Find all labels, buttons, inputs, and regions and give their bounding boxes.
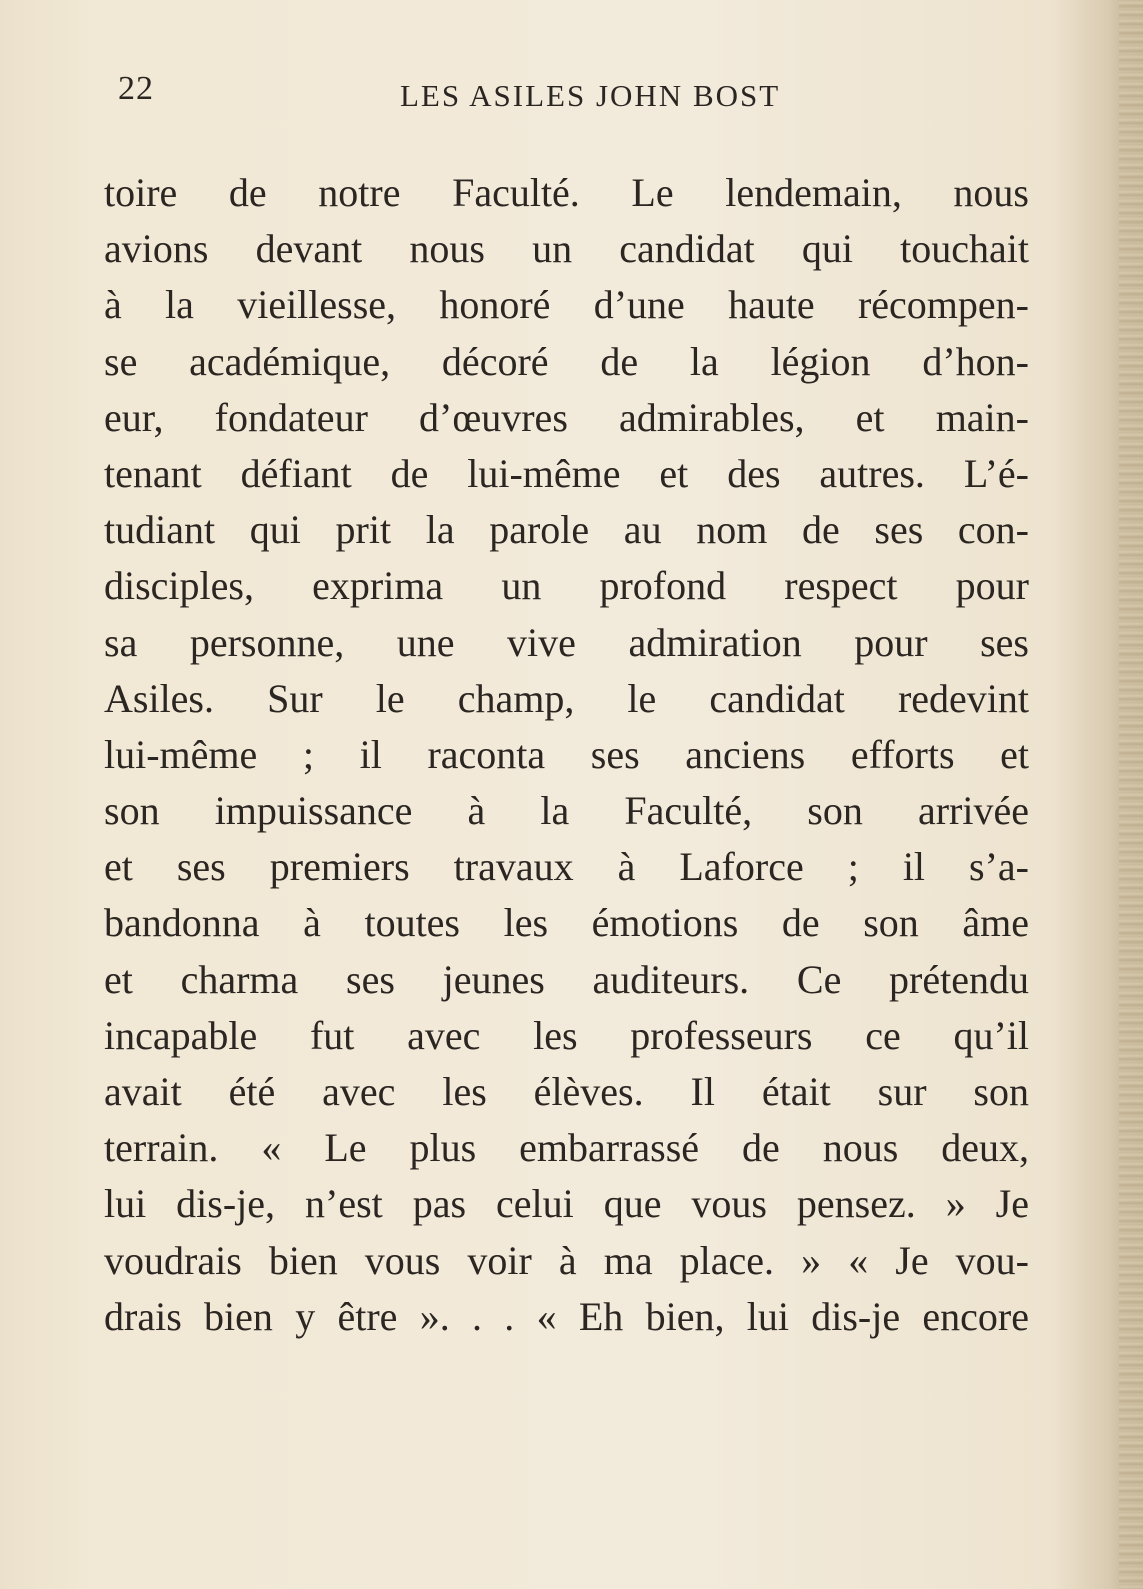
text-line: bandonna à toutes les émotions de son âme — [104, 900, 1029, 946]
text-line: eur, fondateur d’œuvres admirables, et main- — [104, 394, 1029, 440]
text-line: sa personne, une vive admiration pour ses — [104, 619, 1029, 665]
text-line: tenant défiant de lui-même et des autres. L’é- — [104, 450, 1029, 496]
page-header — [0, 70, 1143, 120]
text-line: toire de notre Faculté. Le lendemain, nous — [104, 170, 1029, 215]
body-text — [104, 165, 1029, 1345]
page-edge — [1119, 0, 1143, 1589]
text-line: tudiant qui prit la parole au nom de ses con- — [104, 507, 1029, 553]
text-line: terrain. « Le plus embarrassé de nous deux, — [104, 1125, 1029, 1171]
running-title: LES ASILES JOHN BOST — [400, 78, 781, 113]
text-line: disciples, exprima un profond respect pour — [104, 563, 1029, 609]
text-line: et charma ses jeunes auditeurs. Ce prétendu — [104, 956, 1029, 1002]
text-line: lui dis-je, n’est pas celui que vous pensez. » Je — [104, 1181, 1029, 1227]
page-number: 22 — [118, 70, 154, 107]
text-line: avait été avec les élèves. Il était sur son — [104, 1069, 1029, 1114]
text-line: lui-même ; il raconta ses anciens efforts et — [104, 731, 1029, 777]
text-line: Asiles. Sur le champ, le candidat redevint — [104, 675, 1029, 721]
text-line: incapable fut avec les professeurs ce qu’il — [104, 1012, 1029, 1058]
text-line: drais bien y être ». . . « Eh bien, lui dis-je encore — [104, 1293, 1029, 1339]
text-line: se académique, décoré de la légion d’hon- — [104, 338, 1029, 384]
text-line: voudrais bien vous voir à ma place. » « Je vou- — [104, 1237, 1029, 1283]
text-line: à la vieillesse, honoré d’une haute récompen- — [104, 282, 1029, 328]
text-line: et ses premiers travaux à Laforce ; il s’a- — [104, 844, 1029, 890]
text-line: avions devant nous un candidat qui touchait — [104, 226, 1029, 272]
text-line: son impuissance à la Faculté, son arrivée — [104, 788, 1029, 834]
